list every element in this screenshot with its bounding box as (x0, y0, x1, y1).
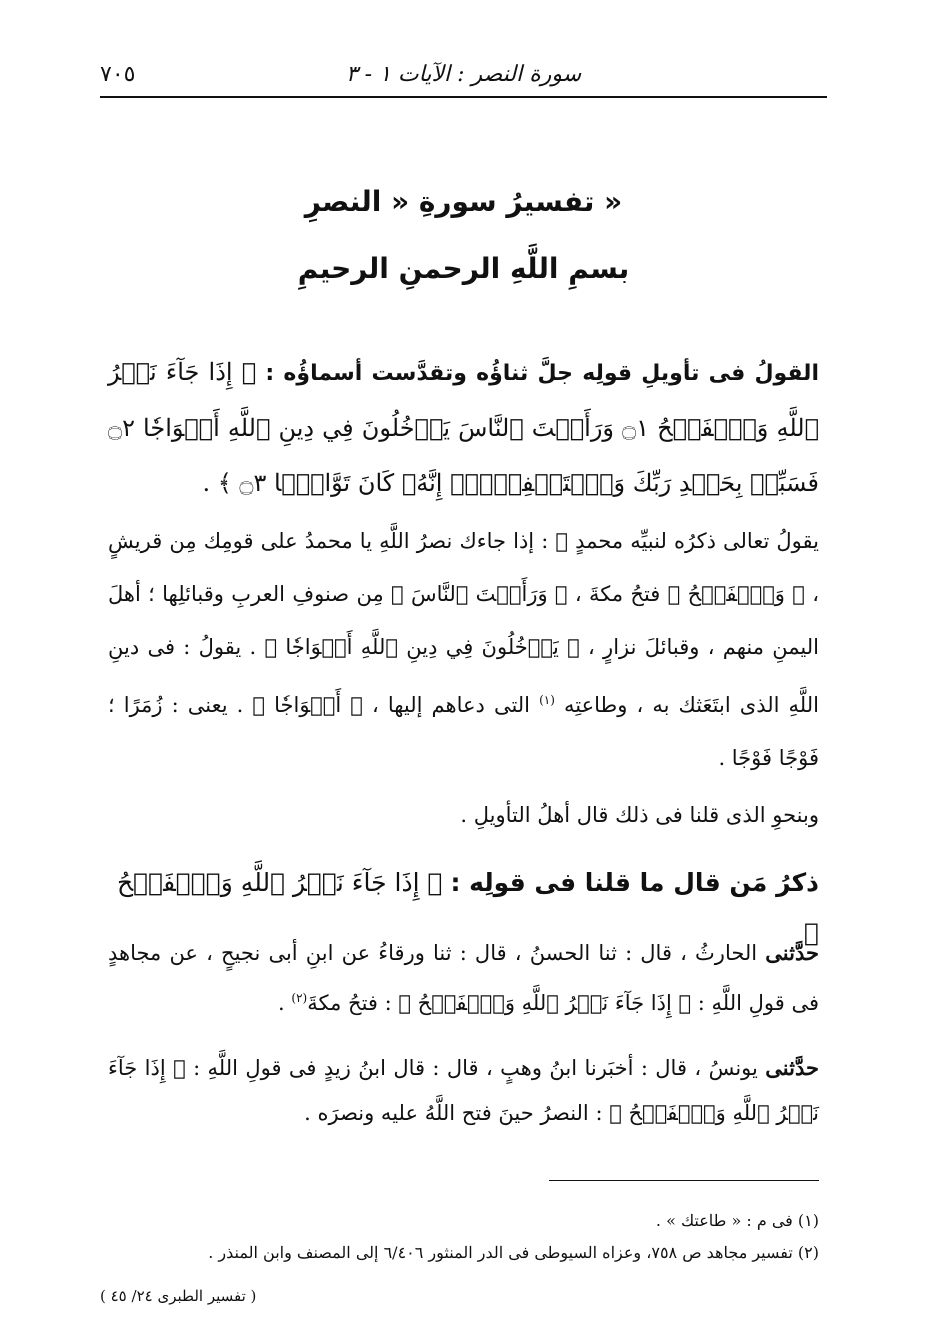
commentary-paragraph (108, 515, 819, 785)
section-heading-verse: ﴿ إِذَا جَآءَ نَصۡرُ ٱللَّهِ وَٱلۡفَتۡحُ ﴾ (116, 868, 819, 947)
report-2-lead: حدَّثنى (765, 1055, 819, 1080)
report-2 (108, 1045, 819, 1136)
commentary-text (108, 515, 819, 785)
commentary-part-1: يقولُ تعالى ذكرُه لنبيِّه محمدٍ ﷺ : إذا جاءك نصرُ اللَّهِ يا محمدُ على قومِك مِن قريشٍ ، ﴿ وَٱلۡفَتۡحُ ﴾ فتحُ مكةَ ، ﴿ وَرَأَيۡتَ ٱلنَّاسَ ﴾ مِن صنوفِ العربِ وقبائلِها ؛ أهلَ اليمنِ منهم ، وقبائلَ نزارٍ ، ﴿ يَدۡخُلُونَ فِي دِينِ ٱللَّهِ أَفۡوَاجٗا ﴾ . يقولُ : فى دينِ اللَّهِ الذى ابتَعَثك به ، وطاعتِه (108, 529, 819, 717)
verse-lead: القولُ فى تأويلِ قولِه جلَّ ثناؤُه وتقدَّست أسماؤُه : (265, 361, 819, 386)
footnote-2: (٢) تفسير مجاهد ص ٧٥٨، وعزاه السيوطى فى الدر المنثور ٦/٤٠٦ إلى المصنف وابن المنذر . (208, 1243, 819, 1262)
footnote-ref-1: (١) (539, 693, 555, 707)
section-heading-lead: ذكرُ مَن قال ما قلنا فى قولِه : (450, 868, 819, 897)
footnote-ref-2: (٢) (291, 991, 308, 1005)
footnote-1: (١) فى م : « طاعتك » . (655, 1211, 819, 1230)
running-header (100, 60, 827, 98)
report-2-text: يونسُ ، قال : أخبَرنا ابنُ وهبٍ ، قال : قال ابنُ زيدٍ فى قولِ اللَّهِ : ﴿ إِذَا جَآءَ نَصۡرُ ٱللَّهِ وَٱلۡفَتۡحُ ﴾ : النصرُ حينَ فتح اللَّهُ عليه ونصرَه . (108, 1056, 819, 1125)
book-signature: ( تفسير الطبرى ٢٤/ ٤٥ ) (100, 1287, 257, 1305)
verse-block (108, 345, 819, 511)
running-title: سورة النصر : الآيات ١ - ٣ (345, 62, 582, 87)
quran-verses: ﴿ إِذَا جَآءَ نَصۡرُ ٱللَّهِ وَٱلۡفَتۡحُ ۝١ وَرَأَيۡتَ ٱلنَّاسَ يَدۡخُلُونَ فِي دِينِ ٱللَّهِ أَفۡوَاجٗا ۝٢ فَسَبِّحۡ بِحَمۡدِ رَبِّكَ وَٱسۡتَغۡفِرۡهُۚ إِنَّهُۥ كَانَ تَوَّابَۢا ۝٣ ﴾ . (108, 358, 819, 497)
report-1-lead: حدَّثنى (765, 940, 819, 965)
report-1-end: . (278, 991, 292, 1015)
report-1 (108, 930, 819, 1026)
surah-title: تفسيرُ سورةِ « النصرِ » (304, 185, 623, 218)
footnote-divider (549, 1180, 819, 1181)
method-line: وبنحوِ الذى قلنا فى ذلك قال أهلُ التأويلِ . (460, 803, 819, 827)
footnotes (108, 1205, 819, 1269)
report-1-text: الحارثُ ، قال : ثنا الحسنُ ، قال : ثنا ورقاءُ عن ابنِ أبى نجيحٍ ، عن مجاهدٍ فى قولِ اللَّهِ : ﴿ إِذَا جَآءَ نَصۡرُ ٱللَّهِ وَٱلۡفَتۡحُ ﴾ : فتحُ مكةَ (108, 941, 819, 1015)
commentary-part-2: التى دعاهم إليها ، ﴿ أَفۡوَاجٗا ﴾ . يعنى : زُمَرًا ؛ فَوْجًا فَوْجًا . (108, 693, 819, 770)
page-number: ٧٠٥ (100, 62, 136, 87)
basmala: بسمِ اللَّهِ الرحمنِ الرحيمِ (297, 252, 630, 285)
